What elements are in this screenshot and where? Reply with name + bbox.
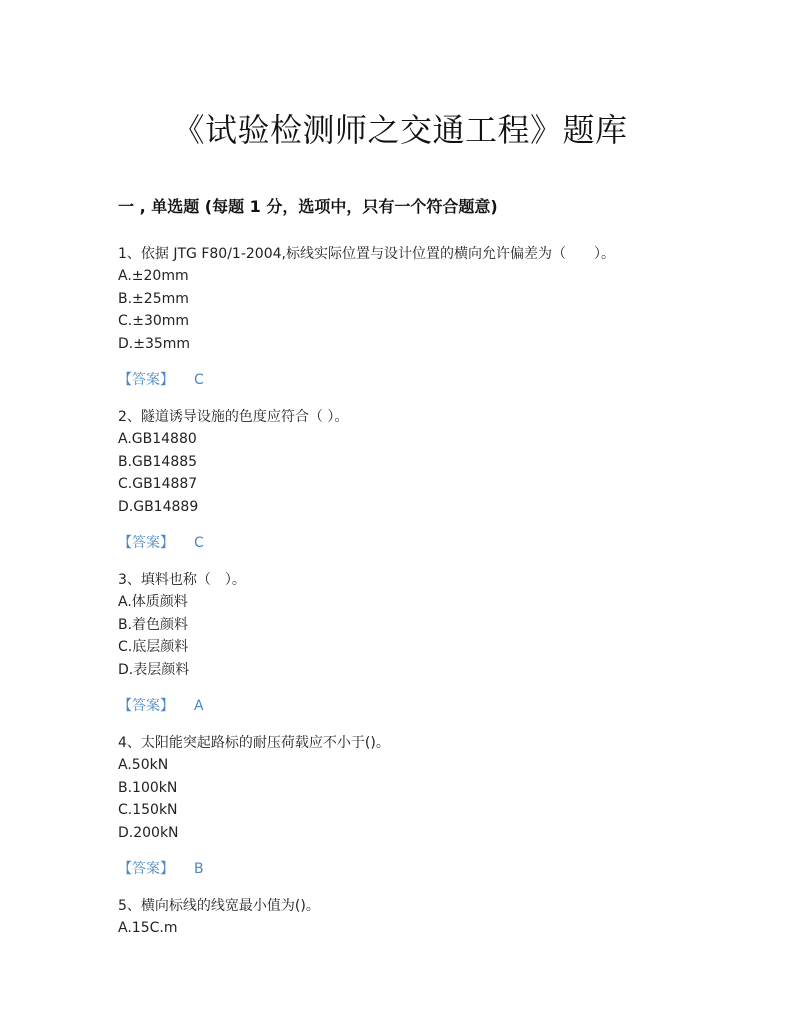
question-item — [118, 569, 718, 717]
answer-label: 【答案】 — [118, 372, 174, 388]
question-option: D.200kN — [118, 824, 179, 841]
question-option: B.GB14885 — [118, 453, 198, 470]
question-stem: 2、隧道诱导设施的色度应符合（ ）。 — [118, 409, 349, 425]
answer-row — [118, 858, 718, 880]
question-option: B.±25mm — [118, 290, 189, 307]
section-heading: 一 , 单选题 (每题 1 分，选项中，只有一个符合题意) — [118, 197, 498, 216]
question-option: A.±20mm — [118, 268, 189, 284]
question-option: D.GB14889 — [118, 498, 199, 515]
document-title: 《试验检测师之交通工程》题库 — [172, 111, 628, 149]
question-option: D.表层颜料 — [118, 661, 190, 678]
answer-value: C — [194, 535, 204, 551]
answer-label: 【答案】 — [118, 535, 174, 551]
question-item — [118, 895, 718, 940]
question-option: A.15C.m — [118, 920, 178, 936]
question-option: B.100kN — [118, 779, 178, 796]
question-option: D.±35mm — [118, 335, 191, 352]
question-stem: 5、横向标线的线宽最小值为()。 — [118, 898, 320, 914]
question-option: C.GB14887 — [118, 476, 198, 492]
question-stem: 1、依据 JTG F80/1-2004,标线实际位置与设计位置的横向允许偏差为（ ）。 — [118, 246, 615, 262]
question-option: C.±30mm — [118, 313, 190, 329]
question-item — [118, 406, 718, 554]
question-option: B.着色颜料 — [118, 616, 189, 633]
question-stem: 3、填料也称（ ）。 — [118, 572, 246, 588]
question-option: A.体质颜料 — [118, 594, 188, 610]
question-option: A.50kN — [118, 757, 169, 773]
answer-row — [118, 369, 718, 391]
answer-label: 【答案】 — [118, 698, 174, 714]
answer-row — [118, 532, 718, 554]
question-item — [118, 243, 718, 391]
question-option: C.底层颜料 — [118, 639, 189, 655]
answer-row — [118, 695, 718, 717]
answer-value: A — [194, 698, 204, 714]
question-list — [118, 243, 718, 940]
question-option: A.GB14880 — [118, 431, 197, 447]
question-item — [118, 732, 718, 880]
question-option: C.150kN — [118, 802, 178, 818]
answer-value: C — [194, 372, 204, 388]
answer-value: B — [194, 861, 204, 877]
question-stem: 4、太阳能突起路标的耐压荷载应不小于()。 — [118, 735, 390, 751]
answer-label: 【答案】 — [118, 861, 174, 877]
